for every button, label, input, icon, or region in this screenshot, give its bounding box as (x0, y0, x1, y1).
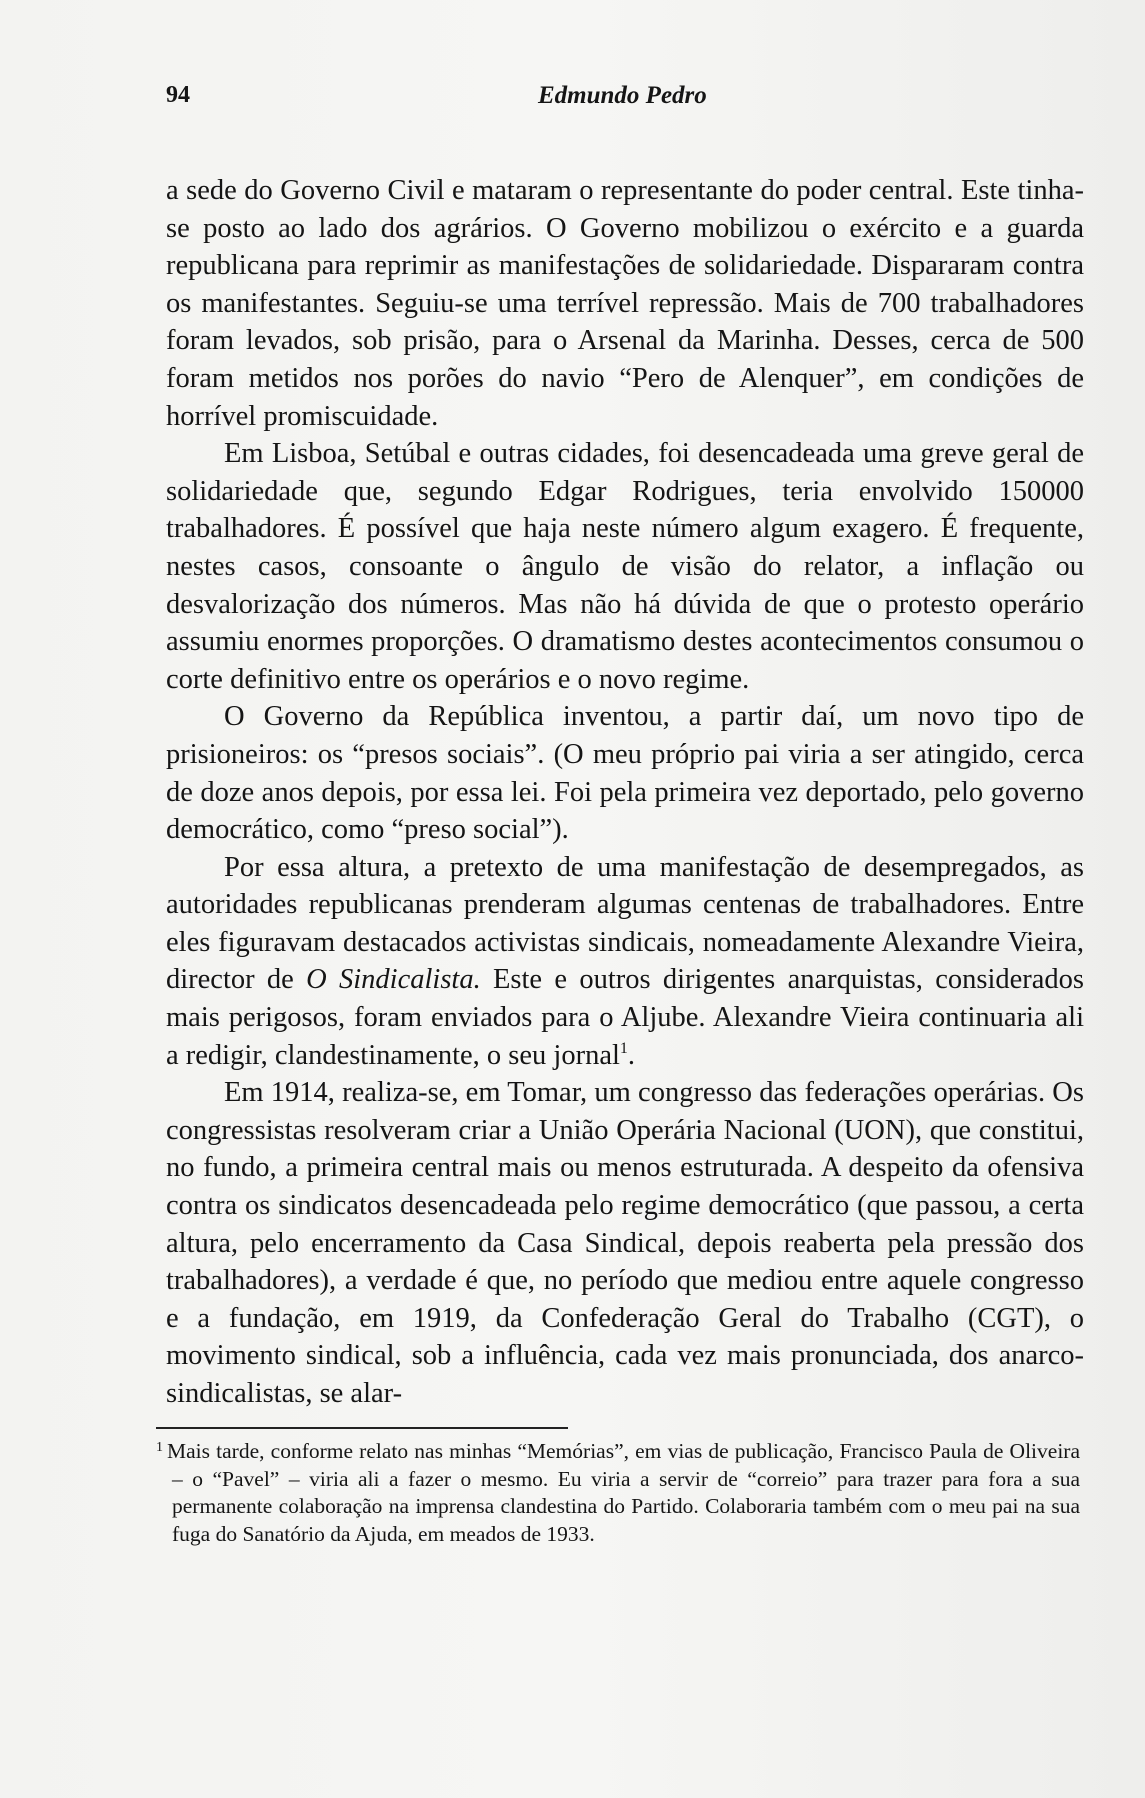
body-text (166, 172, 1084, 1413)
running-head (166, 82, 1084, 118)
footnote-text: Mais tarde, conforme relato nas minhas “Memórias”, em vias de publicação, Francisco Paula de Oliveira – o “Pavel” – viria ali a fazer o mesmo. Eu viria a servir de “correio” para trazer para fora a sua permanente colaboração na imprensa clandestina do Partido. Colaboraria também com o meu pai na sua fuga do Sanatório da Ajuda, em meados de 1933. (167, 1439, 1080, 1546)
newspaper-title: O Sindicalista. (306, 964, 481, 996)
page-number: 94 (166, 82, 190, 108)
paragraph-4-text-b: Este e outros dirigentes anarquistas, considerados mais perigosos, foram enviados para o Aljube. Alexandre Vieira continuaria ali a redigir, clandestinamente, o seu jornal (166, 964, 1084, 1071)
paragraph-4-text-a: Por essa altura, a pretexto de uma manifestação de desempregados, as autoridades republicanas prenderam algumas centenas de trabalhadores. Entre eles figuravam destacados activistas sindicais, nomeadamente Alexandre Vieira, director de (166, 851, 1084, 996)
footnote-separator (156, 1427, 568, 1429)
paragraph-5: Em 1914, realiza-se, em Tomar, um congresso das federações operárias. Os congressistas resolveram criar a União Operária Nacional (UON), que constitui, no fundo, a primeira central mais ou menos estruturada. A despeito da ofensiva contra os sindicatos desencadeada pelo regime democrático (que passou, a certa altura, pelo encerramento da Casa Sindical, depois reaberta pela pressão dos trabalhadores), a verdade é que, no período que mediou entre aquele congresso e a fundação, em 1919, da Confederação Geral do Trabalho (CGT), o movimento sindical, sob a influência, cada vez mais pronunciada, dos anarco-sindicalistas, se alar- (166, 1077, 1084, 1409)
footnote-marker: 1 (156, 1440, 163, 1455)
running-title: Edmundo Pedro (538, 82, 707, 109)
paragraph-4-end: . (627, 1039, 636, 1071)
paragraph-3: O Governo da República inventou, a partir daí, um novo tipo de prisioneiros: os “presos sociais”. (O meu próprio pai viria a ser atingido, cerca de doze anos depois, por essa lei. Foi pela primeira vez deportado, pelo governo democrático, como “preso social”). (166, 701, 1084, 846)
footnote-1 (156, 1438, 1080, 1548)
paragraph-2: Em Lisboa, Setúbal e outras cidades, foi desencadeada uma greve geral de solidariedade que, segundo Edgar Rodrigues, teria envolvido 150000 trabalhadores. É possível que haja neste número algum exagero. É frequente, nestes casos, consoante o ângulo de visão do relator, a inflação ou desvalorização dos números. Mas não há dúvida de que o protesto operário assumiu enormes proporções. O dramatismo destes acontecimentos consumou o corte definitivo entre os operários e o novo regime. (166, 438, 1084, 695)
footnote-reference[interactable]: 1 (619, 1039, 628, 1057)
paragraph-4 (166, 849, 1084, 1075)
paragraph-1: a sede do Governo Civil e mataram o representante do poder central. Este tinha-se posto ao lado dos agrários. O Governo mobilizou o exército e a guarda republicana para reprimir as manifestações de solidariedade. Dispararam contra os manifestantes. Seguiu-se uma terrível repressão. Mais de 700 trabalhadores foram levados, sob prisão, para o Arsenal da Marinha. Desses, cerca de 500 foram metidos nos porões do navio “Pero de Alenquer”, em condições de horrível promiscuidade. (166, 175, 1084, 432)
footnotes (156, 1438, 1080, 1548)
